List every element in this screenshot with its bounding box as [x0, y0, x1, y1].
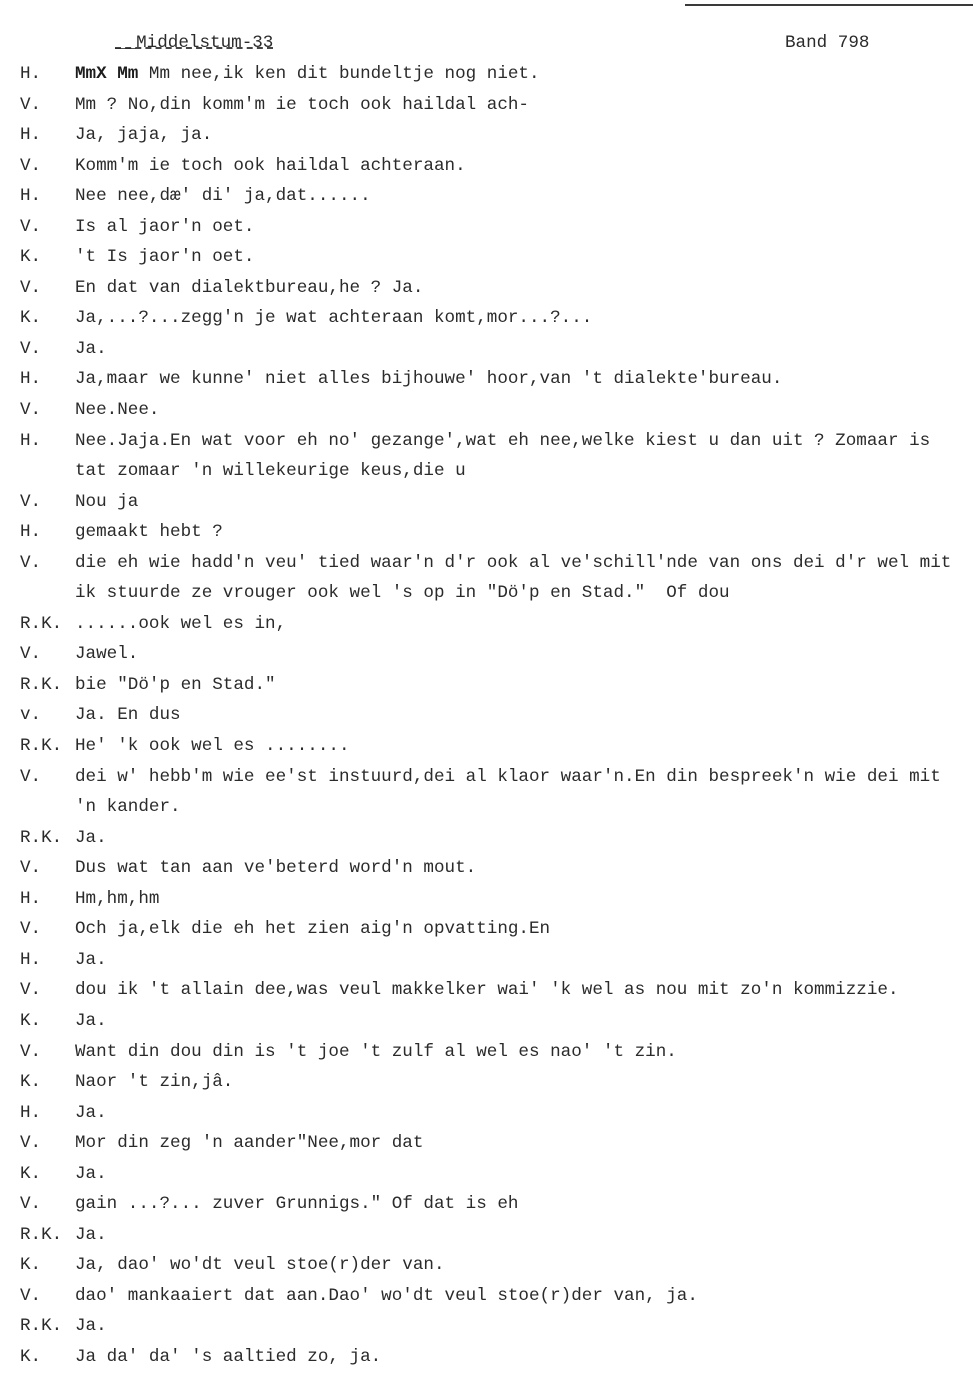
speaker-label: V.: [20, 338, 42, 359]
utterance-words: Ja.: [75, 1102, 107, 1123]
transcript-line: [0, 914, 973, 945]
utterance-text: [75, 578, 730, 609]
transcript-line: [0, 517, 973, 548]
utterance-text: [75, 914, 550, 945]
speaker-label: V.: [20, 1194, 42, 1215]
utterance-text: [75, 59, 540, 90]
transcript-line: [0, 364, 973, 395]
speaker-label: H.: [20, 949, 42, 970]
utterance-text: [75, 762, 941, 793]
utterance-words: Och ja,elk die eh het zien aig'n opvatting.En: [75, 919, 551, 940]
utterance-text: [75, 487, 138, 518]
utterance-words: Nee.Nee.: [75, 400, 160, 421]
utterance-text: [75, 364, 782, 395]
utterance-text: [75, 639, 138, 670]
speaker-label: K.: [20, 1163, 42, 1184]
transcript-line: [0, 303, 973, 334]
transcript-line: [0, 1159, 973, 1190]
utterance-words: He' 'k ook wel es ........: [75, 736, 350, 757]
speaker-label: V.: [20, 980, 42, 1001]
transcript-line: [0, 548, 973, 579]
speaker-label: V.: [20, 277, 42, 298]
utterance-text: [75, 1128, 423, 1159]
utterance-text: [75, 456, 466, 487]
speaker-label: V.: [20, 491, 42, 512]
utterance-words: Is al jaor'n oet.: [75, 216, 255, 237]
speaker-label: V.: [20, 766, 42, 787]
utterance-words: Ja.: [75, 338, 107, 359]
transcript-line: [0, 426, 973, 457]
speaker-label: K.: [20, 308, 42, 329]
speaker-label: H.: [20, 888, 42, 909]
utterance-text: [75, 273, 423, 304]
speaker-label: R.K.: [20, 613, 63, 634]
transcript-line: [0, 700, 973, 731]
utterance-text: [75, 700, 181, 731]
speaker-label: R.K.: [20, 736, 63, 757]
transcript-line: [0, 762, 973, 793]
speaker-label: v.: [20, 705, 42, 726]
speaker-label: V.: [20, 155, 42, 176]
transcript-line: [0, 59, 973, 90]
transcript-line: [0, 273, 973, 304]
document-title: __Middelstum-33: [115, 33, 274, 53]
speaker-label: K.: [20, 1346, 42, 1367]
transcript-line: [0, 334, 973, 365]
speaker-label: K.: [20, 1072, 42, 1093]
utterance-words: ......ook wel es in,: [75, 613, 287, 634]
utterance-words: ik stuurde ze vrouger ook wel 's op in "Dö'p en Stad." Of dou: [75, 583, 730, 604]
utterance-words: Nou ja: [75, 491, 139, 512]
transcript-line: [0, 1220, 973, 1251]
utterance-words: Ja.: [75, 1010, 107, 1031]
transcript-line: [0, 823, 973, 854]
transcript-line: [0, 1128, 973, 1159]
speaker-label: H.: [20, 369, 42, 390]
transcript-line: [0, 1098, 973, 1129]
utterance-words: Want din dou din is 't joe 't zulf al wel es nao' 't zin.: [75, 1041, 677, 1062]
transcript-line: [0, 456, 973, 487]
utterance-words: Jawel.: [75, 644, 139, 665]
transcript-line: [0, 670, 973, 701]
utterance-text: [75, 212, 255, 243]
speaker-label: V.: [20, 1285, 42, 1306]
transcript-line: [0, 1311, 973, 1342]
utterance-text: [75, 1006, 107, 1037]
speaker-label: V.: [20, 858, 42, 879]
speaker-label: V.: [20, 552, 42, 573]
speaker-label: H.: [20, 125, 42, 146]
transcript-line: [0, 792, 973, 823]
speaker-label: V.: [20, 644, 42, 665]
utterance-words: Ja.: [75, 1224, 107, 1245]
utterance-words: Ja,...?...zegg'n je wat achteraan komt,mor...?...: [75, 308, 593, 329]
transcript-line: [0, 181, 973, 212]
speaker-label: K.: [20, 1255, 42, 1276]
utterance-text: [75, 792, 181, 823]
utterance-words: Ja. En dus: [75, 705, 181, 726]
utterance-words: Komm'm ie toch ook haildal achteraan.: [75, 155, 466, 176]
transcript-line: [0, 487, 973, 518]
utterance-words: Ja, jaja, ja.: [75, 125, 213, 146]
transcript-line: [0, 395, 973, 426]
utterance-words: Mm ? No,din komm'm ie toch ook haildal ach-: [75, 94, 529, 115]
transcript-line: [0, 120, 973, 151]
utterance-words: Naor 't zin,jâ.: [75, 1072, 234, 1093]
utterance-words: Ja da' da' 's aaltied zo, ja.: [75, 1346, 382, 1367]
utterance-text: [75, 1311, 107, 1342]
transcript-line: [0, 1037, 973, 1068]
utterance-words: Ja.: [75, 1316, 107, 1337]
utterance-text: [75, 1220, 107, 1251]
speaker-label: H.: [20, 64, 42, 84]
transcript-line: [0, 945, 973, 976]
transcript-line: [0, 853, 973, 884]
utterance-text: [75, 609, 286, 640]
utterance-words: Dus wat tan aan ve'beterd word'n mout.: [75, 858, 477, 879]
utterance-text: [75, 823, 107, 854]
utterance-words: Ja.: [75, 1163, 107, 1184]
utterance-words: die eh wie hadd'n veu' tied waar'n d'r ook al ve'schill'nde van ons dei d'r wel mit: [75, 552, 952, 573]
transcript-line: [0, 151, 973, 182]
speaker-label: H.: [20, 1102, 42, 1123]
speaker-label: V.: [20, 1133, 42, 1154]
utterance-words: dou ik 't allain dee,was veul makkelker wai' 'k wel as nou mit zo'n kommizzie.: [75, 980, 899, 1001]
speaker-label: K.: [20, 247, 42, 268]
utterance-text: [75, 975, 899, 1006]
utterance-text: [75, 1159, 107, 1190]
utterance-words: dao' mankaaiert dat aan.Dao' wo'dt veul stoe(r)der van, ja.: [75, 1285, 698, 1306]
speaker-label: V.: [20, 1041, 42, 1062]
utterance-text: [75, 120, 212, 151]
speaker-label: H.: [20, 522, 42, 543]
speaker-label: K.: [20, 1010, 42, 1031]
utterance-text: [75, 884, 159, 915]
transcript-line: [0, 1342, 973, 1373]
utterance-words: dei w' hebb'm wie ee'st instuurd,dei al klaor waar'n.En din bespreek'n wie dei mit: [75, 766, 941, 787]
utterance-words: gain ...?... zuver Grunnigs." Of dat is eh: [75, 1194, 519, 1215]
speaker-label: R.K.: [20, 827, 63, 848]
transcript-line: [0, 1250, 973, 1281]
utterance-text: [75, 181, 371, 212]
utterance-words: Nee.Jaja.En wat voor eh no' gezange',wat eh nee,welke kiest u dan uit ? Zomaar is: [75, 430, 931, 451]
transcript-body: [0, 59, 973, 1373]
transcript-line: [0, 884, 973, 915]
utterance-text: [75, 242, 255, 273]
utterance-text: [75, 151, 466, 182]
utterance-text: [75, 670, 276, 701]
speaker-label: H.: [20, 430, 42, 451]
transcript-line: [0, 242, 973, 273]
utterance-text: [75, 731, 350, 762]
utterance-text: [75, 517, 223, 548]
utterance-words: 't Is jaor'n oet.: [75, 247, 255, 268]
transcript-line: [0, 975, 973, 1006]
speaker-label: V.: [20, 919, 42, 940]
speaker-label: R.K.: [20, 1224, 63, 1245]
utterance-text: [75, 334, 107, 365]
transcript-line: [0, 212, 973, 243]
utterance-words: Ja.: [75, 827, 107, 848]
transcript-line: [0, 90, 973, 121]
band-number: Band 798: [785, 33, 870, 53]
utterance-text: [75, 1250, 445, 1281]
utterance-words: Hm,hm,hm: [75, 888, 160, 909]
utterance-text: [75, 1342, 381, 1373]
utterance-text: [75, 303, 592, 334]
utterance-text: [75, 853, 476, 884]
utterance-words: Mm nee,ik ken dit bundeltje nog niet.: [148, 64, 540, 84]
overtyped-text: MmX Mm: [75, 64, 149, 84]
utterance-text: [75, 945, 107, 976]
utterance-words: gemaakt hebt ?: [75, 522, 223, 543]
utterance-text: [75, 1189, 518, 1220]
utterance-words: bie "Dö'p en Stad.": [75, 674, 276, 695]
utterance-text: [75, 90, 529, 121]
utterance-words: Ja.: [75, 949, 107, 970]
utterance-text: [75, 1098, 107, 1129]
transcript-line: [0, 1281, 973, 1312]
top-rule-line: [685, 4, 973, 6]
speaker-label: R.K.: [20, 1316, 63, 1337]
utterance-text: [75, 395, 159, 426]
transcript-line: [0, 1189, 973, 1220]
utterance-words: Nee nee,dæ' di' ja,dat......: [75, 186, 371, 207]
utterance-words: Mor din zeg 'n aander"Nee,mor dat: [75, 1133, 424, 1154]
transcript-line: [0, 639, 973, 670]
speaker-label: V.: [20, 400, 42, 421]
speaker-label: V.: [20, 94, 42, 115]
utterance-text: [75, 1037, 677, 1068]
utterance-words: Ja,maar we kunne' niet alles bijhouwe' hoor,van 't dialekte'bureau.: [75, 369, 783, 390]
utterance-text: [75, 426, 930, 457]
transcript-line: [0, 578, 973, 609]
speaker-label: V.: [20, 216, 42, 237]
utterance-words: En dat van dialektbureau,he ? Ja.: [75, 277, 424, 298]
transcript-line: [0, 609, 973, 640]
transcript-line: [0, 1006, 973, 1037]
transcript-line: [0, 731, 973, 762]
speaker-label: H.: [20, 186, 42, 207]
utterance-text: [75, 1067, 233, 1098]
speaker-label: R.K.: [20, 674, 63, 695]
utterance-text: [75, 1281, 698, 1312]
utterance-words: 'n kander.: [75, 797, 181, 818]
transcript-line: [0, 1067, 973, 1098]
utterance-words: Ja, dao' wo'dt veul stoe(r)der van.: [75, 1255, 445, 1276]
utterance-words: tat zomaar 'n willekeurige keus,die u: [75, 461, 466, 482]
utterance-text: [75, 548, 951, 579]
